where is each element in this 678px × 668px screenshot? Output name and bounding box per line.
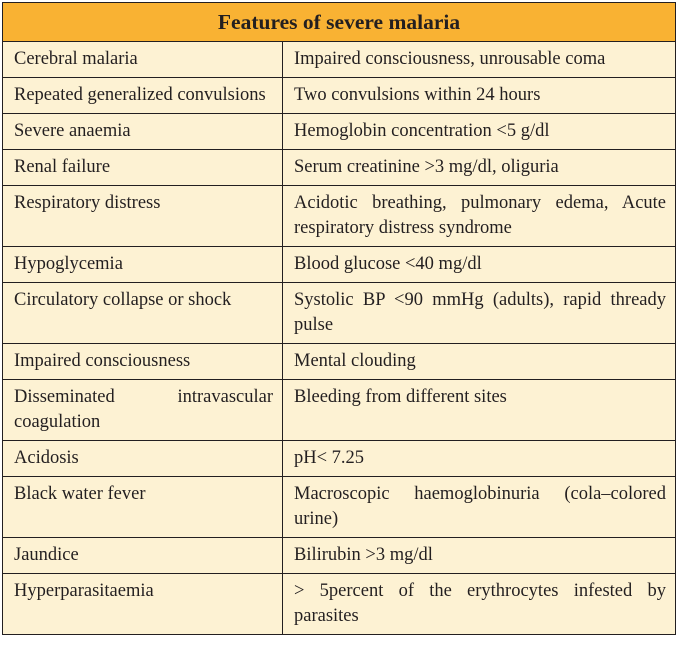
table-row xyxy=(3,42,676,78)
feature-criteria-cell: Hemoglobin concentration <5 g/dl xyxy=(283,114,676,150)
table-row xyxy=(3,247,676,283)
feature-criteria-cell: > 5percent of the erythrocytes infested by parasites xyxy=(283,574,676,635)
table-row xyxy=(3,78,676,114)
severe-malaria-table-container xyxy=(2,2,675,635)
feature-name-cell: Respiratory distress xyxy=(3,186,283,247)
feature-criteria-cell: Impaired consciousness, unrousable coma xyxy=(283,42,676,78)
feature-criteria-cell: Macroscopic haemoglobinuria (cola–colored urine) xyxy=(283,477,676,538)
table-row xyxy=(3,114,676,150)
feature-name-cell: Jaundice xyxy=(3,538,283,574)
table-row xyxy=(3,150,676,186)
severe-malaria-table xyxy=(2,2,676,635)
feature-name-cell: Disseminated intravascular coagulation xyxy=(3,380,283,441)
feature-criteria-cell: Bleeding from different sites xyxy=(283,380,676,441)
feature-criteria-cell: Serum creatinine >3 mg/dl, oliguria xyxy=(283,150,676,186)
table-row xyxy=(3,283,676,344)
feature-name-cell: Hyperparasitaemia xyxy=(3,574,283,635)
table-row xyxy=(3,574,676,635)
feature-criteria-cell: Mental clouding xyxy=(283,344,676,380)
feature-name-cell: Circulatory collapse or shock xyxy=(3,283,283,344)
feature-criteria-cell: pH< 7.25 xyxy=(283,441,676,477)
feature-name-cell: Impaired consciousness xyxy=(3,344,283,380)
feature-name-cell: Cerebral malaria xyxy=(3,42,283,78)
feature-criteria-cell: Blood glucose <40 mg/dl xyxy=(283,247,676,283)
feature-name-cell: Hypoglycemia xyxy=(3,247,283,283)
feature-name-cell: Black water fever xyxy=(3,477,283,538)
table-row xyxy=(3,186,676,247)
table-row xyxy=(3,477,676,538)
table-row xyxy=(3,441,676,477)
feature-criteria-cell: Systolic BP <90 mmHg (adults), rapid thready pulse xyxy=(283,283,676,344)
feature-criteria-cell: Acidotic breathing, pulmonary edema, Acute respiratory distress syndrome xyxy=(283,186,676,247)
feature-name-cell: Renal failure xyxy=(3,150,283,186)
table-row xyxy=(3,538,676,574)
table-row xyxy=(3,380,676,441)
feature-name-cell: Severe anaemia xyxy=(3,114,283,150)
table-row xyxy=(3,344,676,380)
feature-name-cell: Acidosis xyxy=(3,441,283,477)
feature-criteria-cell: Bilirubin >3 mg/dl xyxy=(283,538,676,574)
feature-name-cell: Repeated generalized convulsions xyxy=(3,78,283,114)
feature-criteria-cell: Two convulsions within 24 hours xyxy=(283,78,676,114)
table-title: Features of severe malaria xyxy=(3,3,676,42)
table-header-row xyxy=(3,3,676,42)
